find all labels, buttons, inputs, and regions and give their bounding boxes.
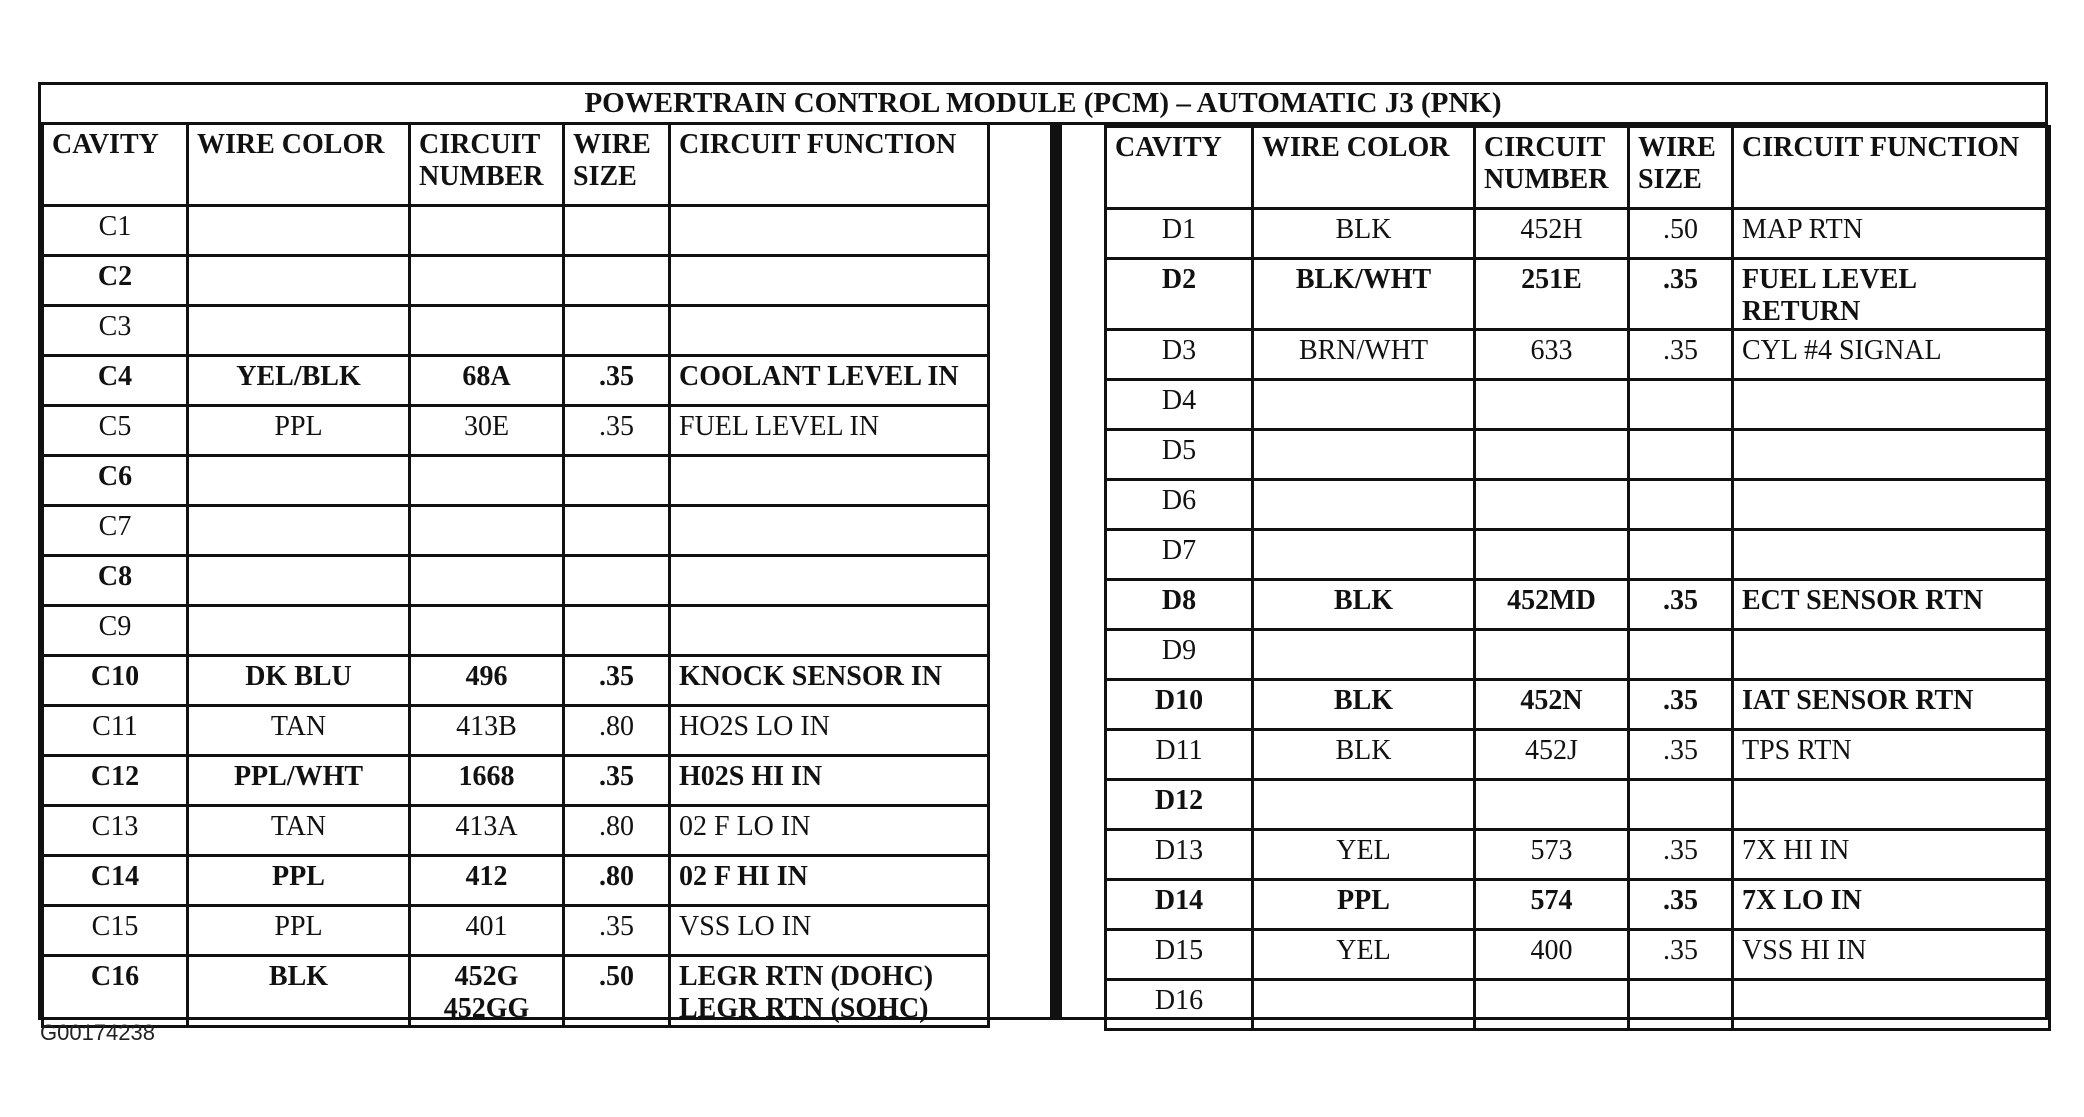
cell-circuit-number [410, 256, 564, 306]
cell-circuit-function [1733, 530, 2050, 580]
cell-cavity: C4 [43, 356, 188, 406]
cell-circuit-function [670, 256, 989, 306]
cell-wire-color: TAN [188, 806, 410, 856]
cell-wire-color [188, 556, 410, 606]
cell-wire-color: BLK [1253, 209, 1475, 259]
cell-circuit-function: 7X HI IN [1733, 830, 2050, 880]
cell-circuit-function [1733, 380, 2050, 430]
cell-cavity: D1 [1106, 209, 1253, 259]
header-circuit-number: CIRCUIT NUMBER [1475, 127, 1629, 209]
cell-circuit-number [1475, 980, 1629, 1030]
cell-wire-size [1629, 380, 1733, 430]
table-row [43, 456, 989, 506]
cell-wire-color: YEL [1253, 930, 1475, 980]
cell-circuit-function [1733, 430, 2050, 480]
cell-wire-color: BRN/WHT [1253, 330, 1475, 380]
cell-wire-size: .35 [1629, 259, 1733, 330]
cell-cavity: C15 [43, 906, 188, 956]
cell-circuit-number: 251E [1475, 259, 1629, 330]
cell-wire-size: .35 [1629, 830, 1733, 880]
cell-circuit-function: 02 F HI IN [670, 856, 989, 906]
cell-wire-size [564, 606, 670, 656]
table-row [43, 506, 989, 556]
cell-circuit-number [410, 206, 564, 256]
cell-circuit-function: COOLANT LEVEL IN [670, 356, 989, 406]
table-row [43, 556, 989, 606]
cell-circuit-number: 633 [1475, 330, 1629, 380]
cell-circuit-number: 68A [410, 356, 564, 406]
cell-wire-color: BLK [1253, 580, 1475, 630]
cell-wire-color [188, 306, 410, 356]
cell-circuit-function [670, 606, 989, 656]
pcm-table-right [1104, 125, 2051, 1031]
header-cavity: CAVITY [43, 124, 188, 206]
cell-cavity: D13 [1106, 830, 1253, 880]
cell-wire-size: .35 [1629, 580, 1733, 630]
cell-wire-color [188, 606, 410, 656]
cell-wire-size: .35 [1629, 730, 1733, 780]
cell-wire-size: .35 [564, 656, 670, 706]
cell-wire-color [1253, 380, 1475, 430]
cell-cavity: D11 [1106, 730, 1253, 780]
cell-circuit-function [1733, 630, 2050, 680]
table-row [43, 756, 989, 806]
cell-circuit-number: 30E [410, 406, 564, 456]
cell-wire-color: BLK/WHT [1253, 259, 1475, 330]
table-row [43, 806, 989, 856]
cell-circuit-number: 452J [1475, 730, 1629, 780]
table-row [43, 606, 989, 656]
table-row [1106, 730, 2050, 780]
cell-cavity: D7 [1106, 530, 1253, 580]
cell-circuit-number: 573 [1475, 830, 1629, 880]
table-row [43, 306, 989, 356]
cell-wire-size [564, 256, 670, 306]
cell-wire-color [188, 206, 410, 256]
cell-circuit-number [1475, 780, 1629, 830]
cell-wire-size [564, 506, 670, 556]
cell-wire-size: .80 [564, 806, 670, 856]
table-row [43, 906, 989, 956]
cell-cavity: C9 [43, 606, 188, 656]
cell-cavity: C14 [43, 856, 188, 906]
left-table-body [43, 206, 989, 1027]
table-row [1106, 380, 2050, 430]
cell-cavity: D3 [1106, 330, 1253, 380]
table-row [1106, 530, 2050, 580]
cell-wire-color [1253, 530, 1475, 580]
cell-cavity: C12 [43, 756, 188, 806]
cell-circuit-number [410, 306, 564, 356]
cell-circuit-number: 413B [410, 706, 564, 756]
cell-wire-color: PPL [188, 406, 410, 456]
cell-circuit-function [1733, 480, 2050, 530]
cell-wire-color: YEL [1253, 830, 1475, 880]
table-row [1106, 630, 2050, 680]
cell-circuit-number: 452MD [1475, 580, 1629, 630]
header-circuit-number: CIRCUIT NUMBER [410, 124, 564, 206]
cell-cavity: C6 [43, 456, 188, 506]
cell-cavity: C8 [43, 556, 188, 606]
cell-wire-size [564, 306, 670, 356]
cell-circuit-function [670, 506, 989, 556]
cell-circuit-number [410, 606, 564, 656]
cell-wire-size: .35 [1629, 330, 1733, 380]
cell-cavity: C1 [43, 206, 188, 256]
cell-wire-size: .80 [564, 706, 670, 756]
cell-cavity: C11 [43, 706, 188, 756]
cell-wire-color: DK BLU [188, 656, 410, 706]
cell-circuit-function: IAT SENSOR RTN [1733, 680, 2050, 730]
cell-cavity: D2 [1106, 259, 1253, 330]
cell-cavity: C10 [43, 656, 188, 706]
table-row [43, 206, 989, 256]
cell-circuit-function [1733, 980, 2050, 1030]
cell-circuit-number: 574 [1475, 880, 1629, 930]
cell-circuit-number [410, 556, 564, 606]
table-row [1106, 830, 2050, 880]
cell-wire-size [1629, 480, 1733, 530]
cell-wire-size: .35 [564, 406, 670, 456]
cell-wire-color [188, 256, 410, 306]
cell-cavity: D5 [1106, 430, 1253, 480]
cell-wire-color [188, 456, 410, 506]
cell-cavity: C2 [43, 256, 188, 306]
figure-id: G00174238 [40, 1020, 155, 1045]
cell-wire-color: PPL [1253, 880, 1475, 930]
table-row [1106, 880, 2050, 930]
cell-circuit-function [670, 456, 989, 506]
cell-wire-color: PPL [188, 906, 410, 956]
table-row [43, 256, 989, 306]
cell-wire-color [1253, 480, 1475, 530]
cell-circuit-number: 400 [1475, 930, 1629, 980]
cell-cavity: D6 [1106, 480, 1253, 530]
header-circuit-function: CIRCUIT FUNCTION [1733, 127, 2050, 209]
cell-wire-size [564, 456, 670, 506]
cell-wire-color: BLK [188, 956, 410, 1027]
cell-circuit-number [1475, 630, 1629, 680]
table-row [1106, 930, 2050, 980]
cell-circuit-function: HO2S LO IN [670, 706, 989, 756]
header-wire-size: WIRE SIZE [1629, 127, 1733, 209]
cell-circuit-number [1475, 530, 1629, 580]
table-row [43, 656, 989, 706]
cell-wire-color [1253, 980, 1475, 1030]
cell-circuit-function: FUEL LEVEL IN [670, 406, 989, 456]
cell-wire-color: PPL [188, 856, 410, 906]
cell-cavity: C13 [43, 806, 188, 856]
cell-circuit-function: LEGR RTN (DOHC) LEGR RTN (SOHC) [670, 956, 989, 1027]
header-cavity: CAVITY [1106, 127, 1253, 209]
cell-circuit-function [670, 306, 989, 356]
cell-wire-size [1629, 980, 1733, 1030]
cell-wire-size [564, 206, 670, 256]
cell-cavity: C7 [43, 506, 188, 556]
header-wire-color: WIRE COLOR [188, 124, 410, 206]
cell-wire-size: .50 [1629, 209, 1733, 259]
table-row [1106, 259, 2050, 330]
cell-circuit-number: 452H [1475, 209, 1629, 259]
cell-cavity: C5 [43, 406, 188, 456]
cell-wire-size [1629, 530, 1733, 580]
cell-circuit-function: H02S HI IN [670, 756, 989, 806]
table-row [1106, 330, 2050, 380]
cell-wire-color: BLK [1253, 680, 1475, 730]
cell-wire-color [1253, 630, 1475, 680]
cell-wire-size: .50 [564, 956, 670, 1027]
cell-cavity: D12 [1106, 780, 1253, 830]
column-divider [1050, 125, 1062, 1020]
cell-wire-color: TAN [188, 706, 410, 756]
cell-circuit-number [410, 506, 564, 556]
cell-circuit-function [670, 556, 989, 606]
cell-circuit-function: CYL #4 SIGNAL [1733, 330, 2050, 380]
cell-cavity: D14 [1106, 880, 1253, 930]
table-row [1106, 480, 2050, 530]
cell-circuit-number: 496 [410, 656, 564, 706]
table-row [43, 856, 989, 906]
cell-circuit-function: VSS LO IN [670, 906, 989, 956]
cell-cavity: C3 [43, 306, 188, 356]
cell-cavity: D8 [1106, 580, 1253, 630]
cell-circuit-function [1733, 780, 2050, 830]
cell-cavity: D10 [1106, 680, 1253, 730]
cell-circuit-function: TPS RTN [1733, 730, 2050, 780]
cell-cavity: D9 [1106, 630, 1253, 680]
cell-wire-size [1629, 630, 1733, 680]
cell-wire-size: .35 [564, 906, 670, 956]
cell-circuit-function: MAP RTN [1733, 209, 2050, 259]
table-row [43, 706, 989, 756]
right-table-body [1106, 209, 2050, 1030]
header-wire-color: WIRE COLOR [1253, 127, 1475, 209]
table-row [1106, 209, 2050, 259]
cell-cavity: D4 [1106, 380, 1253, 430]
cell-wire-size: .35 [1629, 880, 1733, 930]
cell-wire-color: YEL/BLK [188, 356, 410, 406]
table-row [43, 406, 989, 456]
table-title: POWERTRAIN CONTROL MODULE (PCM) – AUTOMATIC J3 (PNK) [38, 82, 2048, 125]
table-row [43, 356, 989, 406]
cell-wire-size: .35 [1629, 930, 1733, 980]
cell-circuit-function: VSS HI IN [1733, 930, 2050, 980]
cell-circuit-number: 412 [410, 856, 564, 906]
cell-wire-color: BLK [1253, 730, 1475, 780]
cell-cavity: D16 [1106, 980, 1253, 1030]
table-row [1106, 680, 2050, 730]
cell-wire-color [188, 506, 410, 556]
table-row [1106, 980, 2050, 1030]
cell-cavity: D15 [1106, 930, 1253, 980]
cell-circuit-function [670, 206, 989, 256]
cell-circuit-function: 7X LO IN [1733, 880, 2050, 930]
cell-circuit-number [410, 456, 564, 506]
cell-circuit-number: 1668 [410, 756, 564, 806]
cell-wire-size: .35 [564, 356, 670, 406]
cell-wire-size [1629, 430, 1733, 480]
cell-circuit-number: 452G 452GG [410, 956, 564, 1027]
cell-cavity: C16 [43, 956, 188, 1027]
cell-circuit-number: 413A [410, 806, 564, 856]
cell-circuit-function: ECT SENSOR RTN [1733, 580, 2050, 630]
table-row [1106, 580, 2050, 630]
header-circuit-function: CIRCUIT FUNCTION [670, 124, 989, 206]
cell-circuit-number [1475, 480, 1629, 530]
cell-wire-size [564, 556, 670, 606]
cell-circuit-number: 401 [410, 906, 564, 956]
cell-circuit-number [1475, 380, 1629, 430]
table-row [1106, 780, 2050, 830]
cell-wire-size: .80 [564, 856, 670, 906]
cell-circuit-function: 02 F LO IN [670, 806, 989, 856]
cell-circuit-number: 452N [1475, 680, 1629, 730]
cell-wire-size: .35 [1629, 680, 1733, 730]
cell-wire-size [1629, 780, 1733, 830]
pcm-table-left [41, 122, 990, 1028]
cell-wire-color: PPL/WHT [188, 756, 410, 806]
cell-wire-color [1253, 430, 1475, 480]
cell-circuit-function: KNOCK SENSOR IN [670, 656, 989, 706]
header-wire-size: WIRE SIZE [564, 124, 670, 206]
cell-circuit-function: FUEL LEVEL RETURN [1733, 259, 2050, 330]
cell-wire-color [1253, 780, 1475, 830]
table-row [1106, 430, 2050, 480]
table-row [43, 956, 989, 1027]
cell-circuit-number [1475, 430, 1629, 480]
cell-wire-size: .35 [564, 756, 670, 806]
